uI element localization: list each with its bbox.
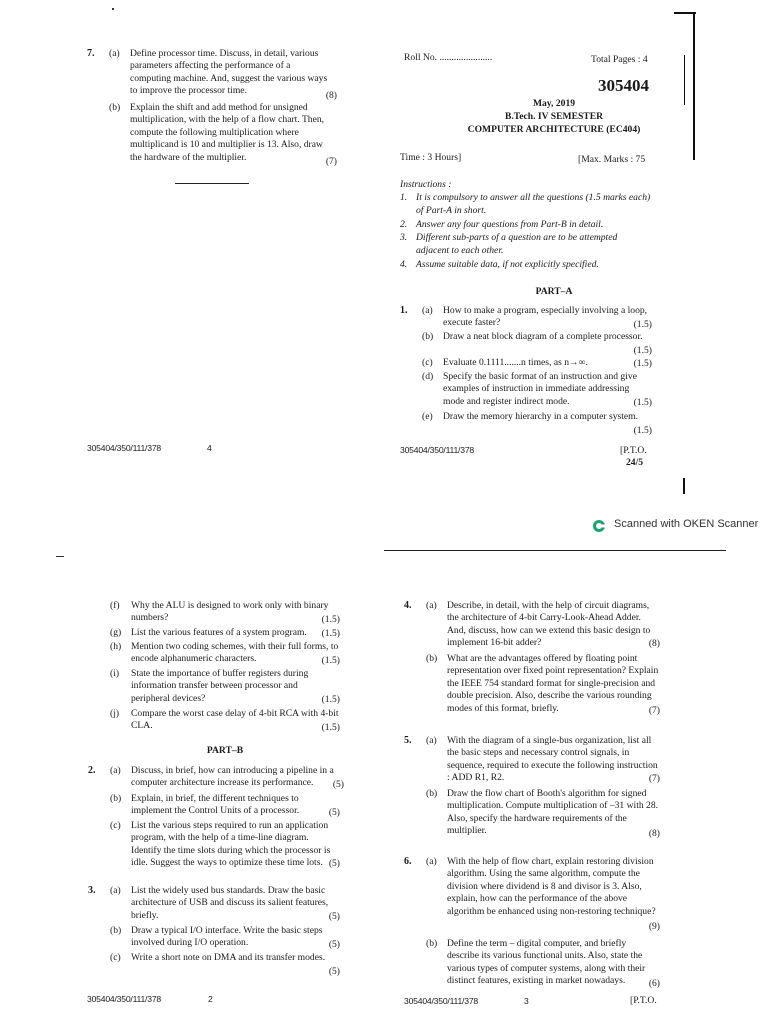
footer-code: 305404/350/111/378 (87, 994, 161, 1004)
sub-question-label: (c) (110, 952, 121, 963)
instruction-number: 4. (400, 259, 408, 270)
scan-speck (56, 556, 64, 557)
scan-edge-line (683, 478, 685, 494)
pto-label: [P.T.O. (630, 995, 657, 1006)
question-item (110, 641, 340, 667)
page-top-right (384, 0, 768, 500)
question-text: Write a short note on DMA and its transfer modes. (131, 952, 326, 963)
sub-question-label: (a) (426, 735, 437, 746)
paper-code: 305404 (598, 76, 649, 95)
marks: (5) (328, 857, 340, 869)
question-text: Describe, in detail, with the help of circuit diagrams, the architecture of 4-bit Carry-Look-Ahead Adder. And, discuss, how can we extend this basic design to implement 16-bit adder? (447, 600, 651, 649)
sub-question-label: (a) (426, 600, 437, 611)
sub-question-label: (b) (422, 331, 434, 342)
question-item (110, 765, 344, 791)
marks: (1.5) (633, 396, 652, 408)
question-text: Specify the basic format of an instruction and give examples of instruction in immediate addressing mode and register indirect mode. (443, 371, 637, 407)
scan-speck (112, 8, 114, 10)
exam-time: Time : 3 Hours] (400, 152, 462, 163)
instruction-number: 1. (400, 192, 408, 203)
question-item (110, 600, 340, 626)
question-text: State the importance of buffer registers during information transfer between processor and peripheral devices? (131, 668, 309, 704)
question-text: Draw a neat block diagram of a complete processor. (443, 331, 643, 342)
marks: (1.5) (633, 318, 652, 330)
question-number: 7. (87, 48, 95, 59)
sub-question-label: (i) (110, 668, 120, 679)
instruction-number: 3. (400, 232, 408, 243)
sub-question-label: (b) (426, 788, 438, 799)
marks: (7) (648, 704, 660, 716)
footer-page-number: 4 (207, 443, 212, 453)
question-text: Draw a typical I/O interface. Write the basic steps involved during I/O operation. (131, 925, 323, 949)
marks: (9) (648, 920, 660, 932)
question-number: 2. (88, 765, 96, 776)
instruction-text: Assume suitable data, if not explicitly specified. (416, 259, 599, 270)
marks: (1.5) (633, 357, 652, 369)
question-item (109, 48, 337, 101)
marks: (7) (325, 155, 337, 167)
scan-edge-line (684, 55, 685, 105)
question-item (110, 820, 340, 870)
question-text: Why the ALU is designed to work only with binary numbers? (131, 600, 329, 624)
part-a-title: PART–A (535, 286, 573, 297)
part-b-title: PART–B (206, 745, 244, 756)
marks: (5) (328, 806, 340, 818)
exam-date: May, 2019 (532, 98, 576, 109)
question-text: List the various steps required to run an application program, with the help of a time-line diagram. Identify the time slots during which the processor is idle. Suggest the ways to optimize these time lots. (131, 820, 331, 869)
sub-question-label: (g) (110, 627, 122, 638)
max-marks: [Max. Marks : 75 (578, 154, 646, 165)
instruction-item (400, 259, 652, 272)
question-text: Mention two coding schemes, with their full forms, to encode alphanumeric characters. (131, 641, 339, 665)
page-bottom-right (384, 560, 768, 1024)
total-pages: Total Pages : 4 (591, 54, 648, 65)
question-item (422, 331, 652, 357)
instruction-item (400, 192, 652, 217)
marks: (8) (648, 827, 660, 839)
question-number: 6. (404, 856, 412, 867)
instruction-text: Answer any four questions from Part-B in detail. (416, 219, 604, 230)
instruction-text: Different sub-parts of a question are to be attempted adjacent to each other. (416, 232, 618, 256)
question-text: Evaluate 0.1111.......n times, as n→∞. (443, 357, 588, 368)
question-text: With the help of flow chart, explain restoring division algorithm. Using the same algorithm, compute the division where dividend is 8 and divisor is 3. Also, explain, how can the performance of the above algorithm be enhanced using non-restoring technique? (447, 856, 656, 917)
question-item (110, 668, 340, 706)
sub-question-label: (b) (110, 793, 122, 804)
instructions-title: Instructions : (400, 179, 452, 190)
question-item (110, 952, 340, 978)
question-item (426, 735, 660, 785)
sub-question-label: (a) (426, 856, 437, 867)
marks: (5) (328, 910, 340, 922)
sub-question-label: (a) (109, 48, 120, 59)
sub-question-label: (c) (422, 357, 433, 368)
scan-edge-line (693, 12, 695, 160)
marks: (7) (648, 772, 660, 784)
sub-question-label: (a) (422, 305, 433, 316)
footer-page-number: 2 (208, 994, 213, 1004)
sub-question-label: (b) (110, 925, 122, 936)
question-item (109, 102, 337, 166)
question-text: How to make a program, especially involving a loop, execute faster? (443, 305, 648, 329)
question-item (110, 925, 340, 951)
marks: (5) (332, 778, 344, 790)
marks: (5) (328, 965, 340, 977)
page-top-left (0, 0, 384, 500)
question-item (426, 938, 660, 990)
scanner-watermark (590, 517, 768, 535)
question-text: Explain, in brief, the different techniques to implement the Control Units of a processor. (131, 793, 300, 817)
question-text: With the diagram of a single-bus organization, list all the basic steps and necessary control signals, in sequence, required to execute the following instruction : ADD R1, R2. (447, 735, 658, 784)
question-text: List the widely used bus standards. Draw the basic architecture of USB and discuss its salient features, briefly. (131, 885, 329, 921)
footer-code: 305404/350/111/378 (404, 996, 478, 1006)
question-item (426, 600, 660, 650)
sub-question-label: (c) (110, 820, 121, 831)
instruction-item (400, 219, 652, 232)
sub-question-label: (e) (422, 411, 433, 422)
date-stamp: 24/5 (626, 457, 644, 468)
marks: (1.5) (321, 693, 340, 705)
question-item (426, 653, 660, 717)
question-number: 4. (404, 600, 412, 611)
marks: (1.5) (321, 654, 340, 666)
marks: (6) (648, 977, 660, 989)
instruction-item (400, 232, 652, 257)
marks: (1.5) (321, 721, 340, 733)
question-item (426, 788, 660, 840)
end-rule (175, 183, 249, 184)
sub-question-label: (b) (426, 938, 438, 949)
question-item (110, 708, 340, 734)
marks: (1.5) (321, 613, 340, 625)
question-text: Discuss, in brief, how can introducing a pipeline in a computer architecture increase its performance. (131, 765, 334, 789)
sub-question-label: (b) (109, 102, 121, 113)
question-text: Explain the shift and add method for unsigned multiplication, with the help of a flow chart. Then, compute the following multiplication where multiplicand is 10 and multiplier is 13. Also, draw the hardware of the multiplier. (130, 102, 325, 163)
instruction-number: 2. (400, 219, 408, 230)
sub-question-label: (f) (110, 600, 120, 611)
scanner-logo-icon (592, 519, 606, 533)
sub-question-label: (j) (110, 708, 120, 719)
subject-title: COMPUTER ARCHITECTURE (EC404) (467, 124, 641, 135)
question-item (422, 371, 652, 409)
question-text: Define the term – digital computer, and briefly describe its various functional units. Also, state the various types of computer systems, along with their distinct features, existing in market nowadays. (447, 938, 646, 987)
pto-label: [P.T.O. (620, 445, 647, 456)
marks: (8) (325, 89, 337, 101)
marks: (1.5) (633, 344, 652, 356)
question-text: What are the advantages offered by floating point representation over fixed point representation? Explain the IEEE 754 standard format for single-precision and double precision. Also, describe the various rounding modes of this format, briefly. (447, 653, 659, 714)
sub-question-label: (b) (426, 653, 438, 664)
question-text: Define processor time. Discuss, in detail, various parameters affecting the performance of a computing machine. And, suggest the various ways to improve the processor time. (130, 48, 328, 97)
roll-number: Roll No. ...................... (404, 52, 493, 63)
course-title: B.Tech. IV SEMESTER (504, 111, 604, 122)
question-item (110, 627, 340, 640)
marks: (1.5) (321, 627, 340, 639)
footer-code: 305404/350/111/378 (87, 443, 161, 453)
question-text: Compare the worst case delay of 4-bit RCA with 4-bit CLA. (131, 708, 339, 732)
marks: (1.5) (633, 424, 652, 436)
question-item (110, 793, 340, 819)
sub-question-label: (h) (110, 641, 122, 652)
sub-question-label: (a) (110, 765, 121, 776)
question-item (110, 885, 340, 923)
footer-page-number: 3 (524, 996, 529, 1006)
question-number: 1. (400, 305, 408, 316)
scanner-label: Scanned with OKEN Scanner (614, 518, 759, 530)
question-item (426, 856, 660, 933)
marks: (8) (648, 637, 660, 649)
marks: (5) (328, 938, 340, 950)
sub-question-label: (d) (422, 371, 434, 382)
question-text: List the various features of a system program. (131, 627, 307, 638)
question-item (422, 357, 652, 370)
scan-divider (384, 550, 726, 551)
footer-code: 305404/350/111/378 (400, 445, 474, 455)
instruction-text: It is compulsory to answer all the questions (1.5 marks each) of Part-A in short. (416, 192, 651, 216)
question-item (422, 411, 652, 437)
page-bottom-left (0, 560, 384, 1024)
question-number: 3. (88, 885, 96, 896)
question-number: 5. (404, 735, 412, 746)
question-item (422, 305, 652, 331)
question-text: Draw the memory hierarchy in a computer system. (443, 411, 639, 422)
question-text: Draw the flow chart of Booth's algorithm for signed multiplication. Compute multiplication of –31 with 28. Also, specify the hardware requirements of the multiplier. (447, 788, 659, 837)
sub-question-label: (a) (110, 885, 121, 896)
